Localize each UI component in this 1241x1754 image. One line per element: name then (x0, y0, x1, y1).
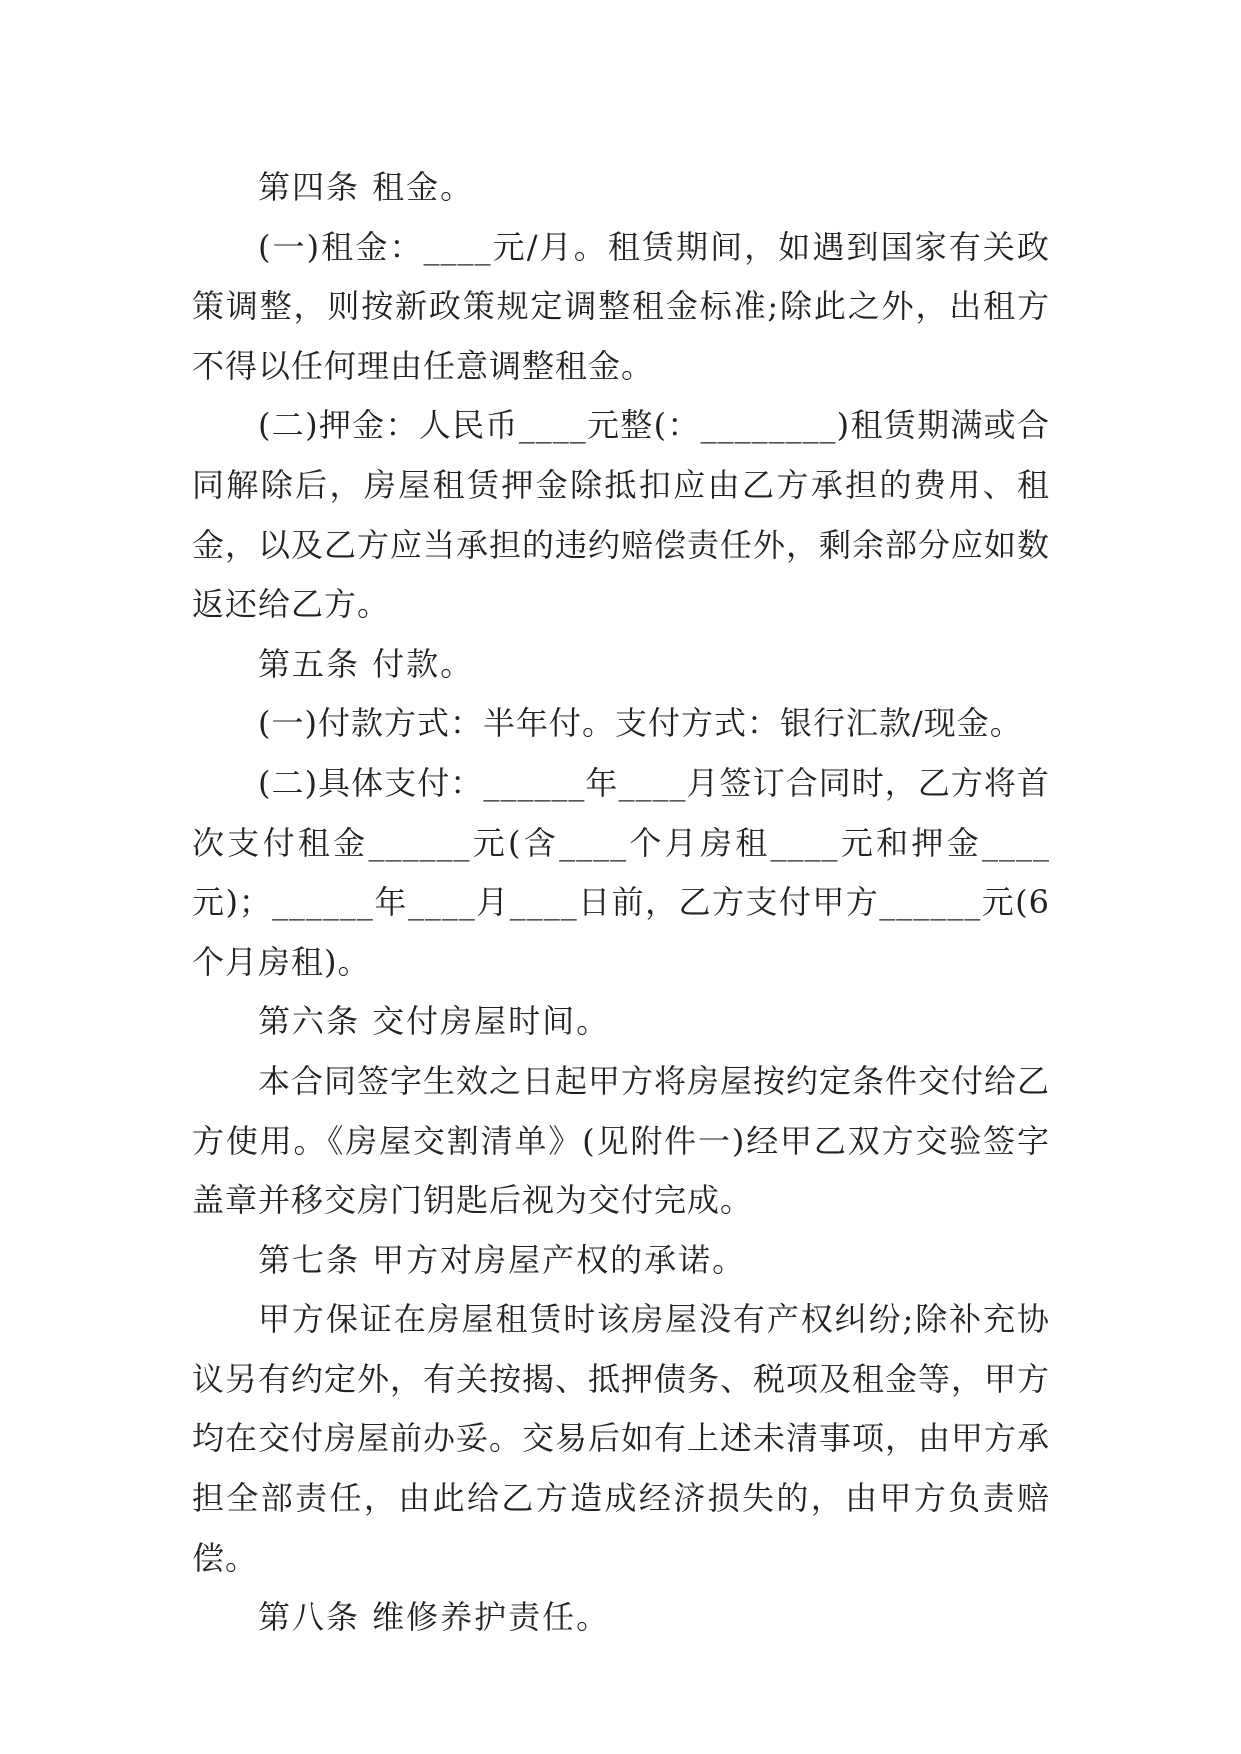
article-4-deposit-clause: (二)押金：人民币____元整(：________)租赁期满或合同解除后，房屋租赁押金除抵扣应由乙方承担的费用、租金，以及乙方应当承担的违约赔偿责任外，剩余部分应如数返还给乙方。 (192, 406, 1051, 624)
article-6-body: 本合同签字生效之日起甲方将房屋按约定条件交付给乙方使用。《房屋交割清单》(见附件一)经甲乙双方交验签字盖章并移交房门钥匙后视为交付完成。 (192, 1061, 1051, 1220)
article-5-payment-schedule-clause: (二)具体支付：______年____月签订合同时，乙方将首次支付租金______元(含____个月房租____元和押金____元)；______年____月____日前，乙方支付甲方______元(6个月房租)。 (192, 763, 1050, 981)
article-6-heading: 第六条 交付房屋时间。 (258, 1002, 611, 1041)
article-4-heading: 第四条 租金。 (258, 168, 475, 206)
article-7-heading: 第七条 甲方对房屋产权的承诺。 (258, 1240, 747, 1279)
article-8-heading: 第八条 维修养护责任。 (258, 1598, 611, 1637)
article-5-heading: 第五条 付款。 (258, 644, 475, 683)
article-4-rent-clause: (一)租金：____元/月。租赁期间，如遇到国家有关政策调整，则按新政策规定调整租金标准;除此之外，出租方不得以任何理由任意调整租金。 (192, 227, 1050, 385)
document-page (192, 158, 1050, 1648)
article-5-payment-method-clause: (一)付款方式：半年付。支付方式：银行汇款/现金。 (258, 704, 1023, 743)
article-7-body: 甲方保证在房屋租赁时该房屋没有产权纠纷;除补充协议另有约定外，有关按揭、抵押债务、税项及租金等，甲方均在交付房屋前办妥。交易后如有上述未清事项，由甲方承担全部责任，由此给乙方造成经济损失的，由甲方负责赔偿。 (192, 1300, 1051, 1577)
